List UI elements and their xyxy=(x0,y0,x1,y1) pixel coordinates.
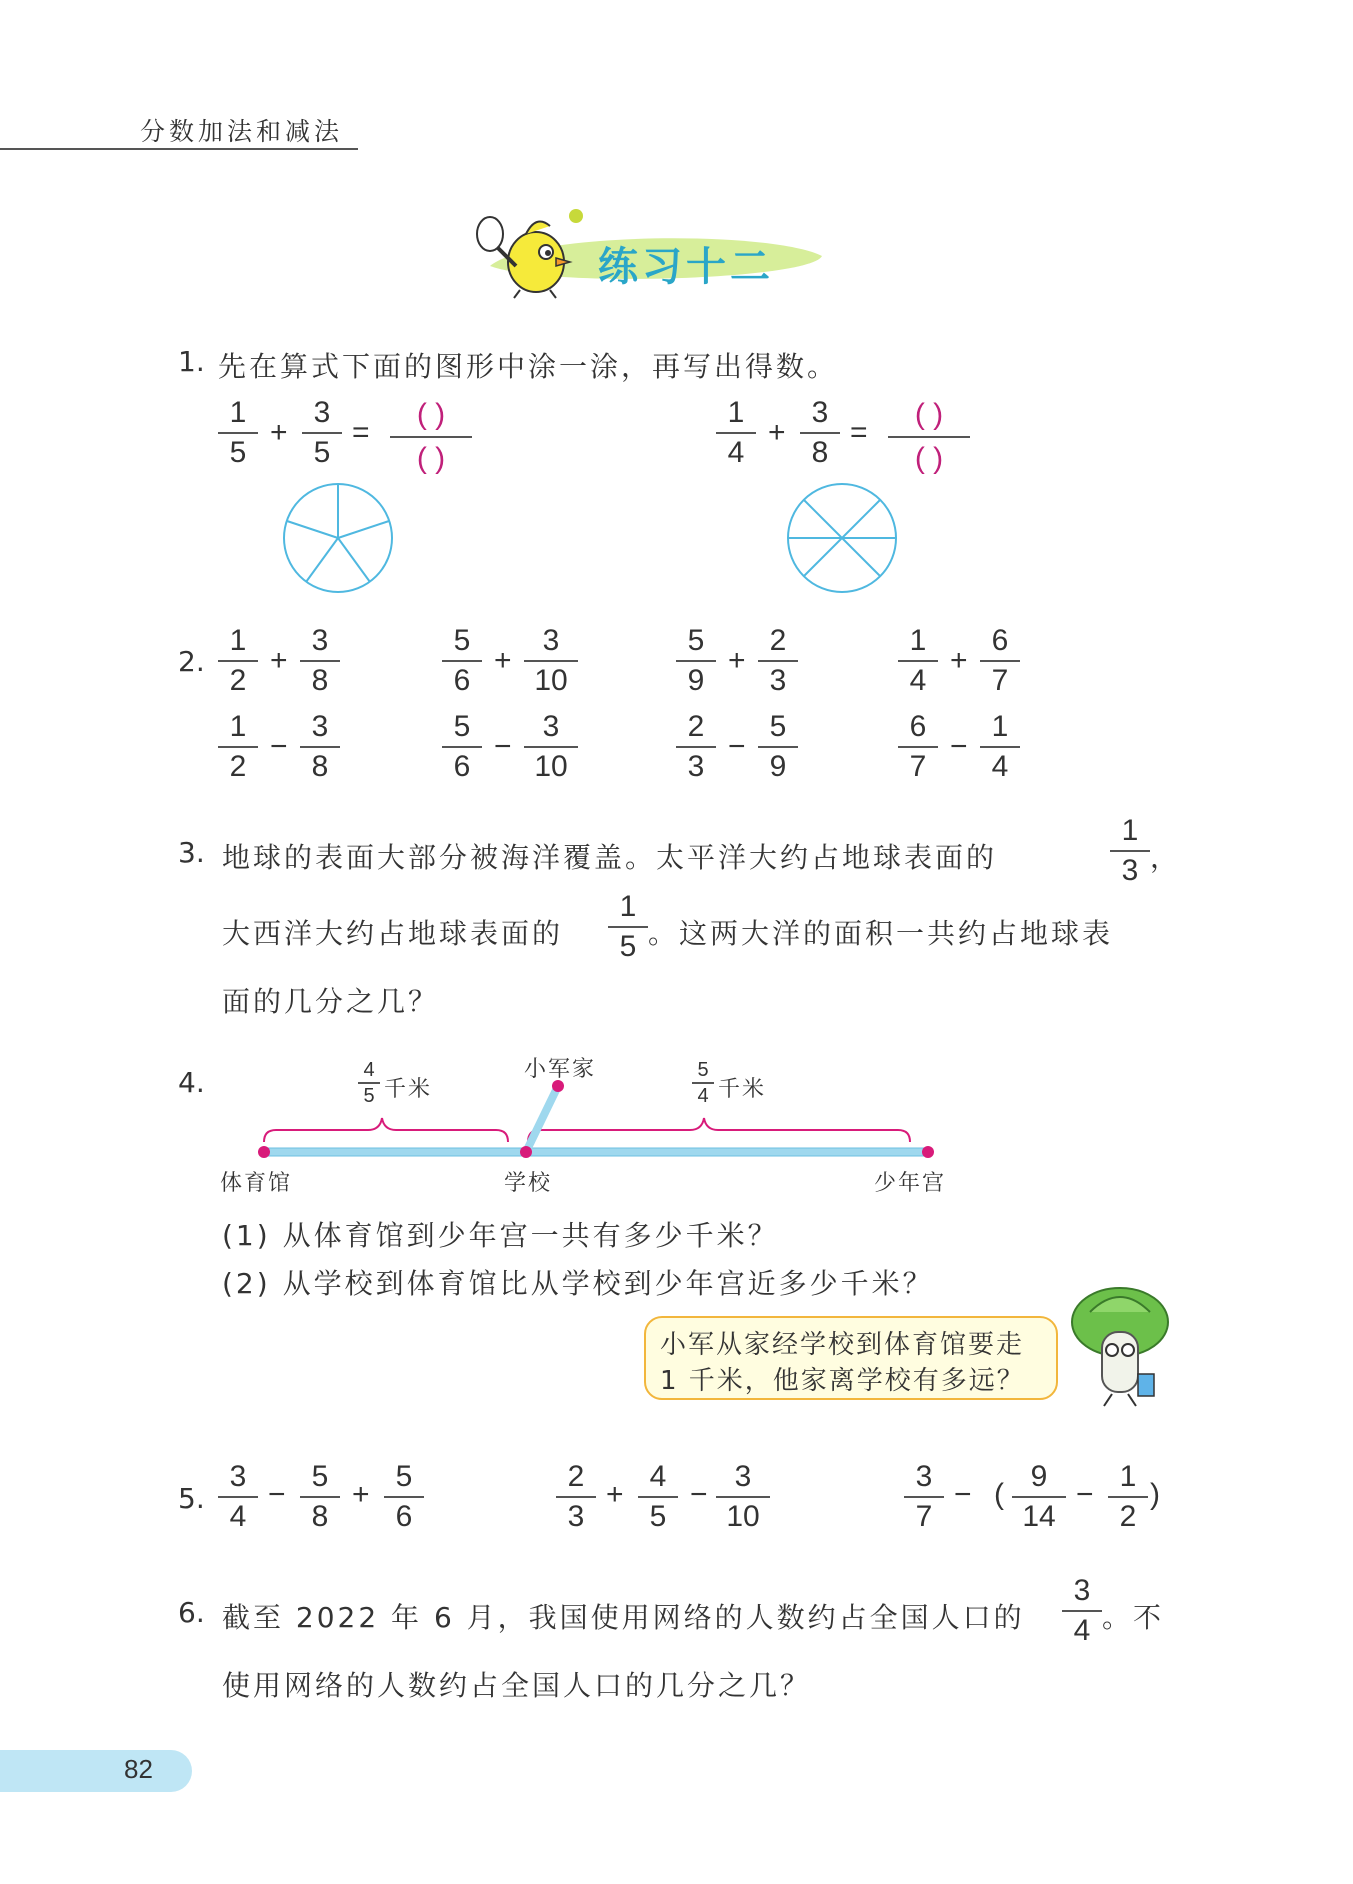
denominator: 10 xyxy=(726,1500,760,1533)
q2-operator: − xyxy=(270,730,288,763)
q6-fraction xyxy=(1062,1576,1102,1646)
denominator: 4 xyxy=(991,750,1009,783)
denominator: 5 xyxy=(619,930,637,963)
q4-left-unit: 千米 xyxy=(384,1077,433,1102)
q2-fraction-a xyxy=(442,626,482,696)
q1-right-fraction-b xyxy=(800,398,840,468)
q1-text: 先在算式下面的图形中涂一涂，再写出得数。 xyxy=(218,350,839,383)
q2-operator: + xyxy=(728,644,746,677)
q3-number: 3. xyxy=(178,836,205,869)
answer-numerator-blank[interactable]: ( ) xyxy=(416,398,446,431)
bubble-line-2: 1 千米，他家离学校有多远？ xyxy=(660,1366,1025,1396)
numerator: 1 xyxy=(1119,1460,1137,1493)
q3-line2-end: 。这两大洋的面积一共约占地球表 xyxy=(648,917,1114,950)
q2-number: 2. xyxy=(178,645,205,678)
q2-fraction-b xyxy=(758,626,798,696)
numerator: 3 xyxy=(311,624,329,657)
fraction-bar xyxy=(218,1496,258,1498)
q1-left-op: + xyxy=(270,416,288,449)
denominator: 8 xyxy=(311,1500,329,1533)
q5-e2-op1: + xyxy=(606,1478,624,1511)
fraction-bar xyxy=(1108,1496,1148,1498)
q6-line2: 使用网络的人数约占全国人口的几分之几？ xyxy=(222,1669,812,1702)
q2-fraction-a xyxy=(898,712,938,782)
q3-line3: 面的几分之几？ xyxy=(222,985,440,1018)
denominator: 4 xyxy=(697,1084,709,1107)
denominator: 5 xyxy=(649,1500,667,1533)
q2-fraction-b xyxy=(980,712,1020,782)
q5-e1-op2: + xyxy=(352,1478,370,1511)
q3-line1: 地球的表面大部分被海洋覆盖。太平洋大约占地球表面的 xyxy=(222,841,998,874)
fraction-bar xyxy=(1062,1610,1102,1612)
numerator: 3 xyxy=(734,1460,752,1493)
q3-line2: 大西洋大约占地球表面的 xyxy=(222,917,564,950)
numerator: 5 xyxy=(453,624,471,657)
q5-e1-op1: − xyxy=(268,1478,286,1511)
bubble-line-1: 小军从家经学校到体育馆要走 xyxy=(660,1330,1025,1360)
q4-left-distance xyxy=(358,1060,380,1106)
q2-fraction-a xyxy=(218,626,258,696)
q5-e2-op2: − xyxy=(690,1478,708,1511)
q2-fraction-b xyxy=(524,712,578,782)
fraction-bar xyxy=(358,1082,380,1084)
fraction-bar xyxy=(758,746,798,748)
numerator: 1 xyxy=(727,396,745,429)
numerator: 3 xyxy=(811,396,829,429)
q3-fraction-atlantic xyxy=(608,892,648,962)
numerator: 6 xyxy=(909,710,927,743)
denominator: 2 xyxy=(229,664,247,697)
fraction-bar xyxy=(638,1496,678,1498)
denominator: 4 xyxy=(909,664,927,697)
denominator: 4 xyxy=(727,436,745,469)
denominator: 7 xyxy=(991,664,1009,697)
denominator: 6 xyxy=(395,1500,413,1533)
header-rule xyxy=(0,148,358,150)
fraction-bar xyxy=(758,660,798,662)
answer-numerator-blank[interactable]: ( ) xyxy=(914,398,944,431)
fraction-bar xyxy=(384,1496,424,1498)
numerator: 5 xyxy=(453,710,471,743)
q1-right-answer-blank[interactable] xyxy=(888,398,970,476)
q5-e1-b xyxy=(300,1462,340,1532)
numerator: 5 xyxy=(687,624,705,657)
q4-sub2: (2) 从学校到体育馆比从学校到少年宫近多少千米？ xyxy=(222,1267,934,1300)
q1-number: 1. xyxy=(178,345,205,378)
numerator: 1 xyxy=(619,890,637,923)
numerator: 1 xyxy=(1121,814,1139,847)
numerator: 1 xyxy=(991,710,1009,743)
fraction-bar xyxy=(1110,850,1150,852)
numerator: 3 xyxy=(1073,1574,1091,1607)
gym-label: 体育馆 xyxy=(220,1171,293,1196)
numerator: 4 xyxy=(363,1059,375,1081)
q2-fraction-a xyxy=(442,712,482,782)
q2-operator: + xyxy=(950,644,968,677)
numerator: 9 xyxy=(1030,1460,1048,1493)
q3-fraction-pacific xyxy=(1110,816,1150,886)
q2-fraction-a xyxy=(676,712,716,782)
numerator: 4 xyxy=(649,1460,667,1493)
denominator: 8 xyxy=(311,750,329,783)
q5-e3-op2: − xyxy=(1076,1478,1094,1511)
palace-label: 少年宫 xyxy=(874,1171,947,1196)
q2-operator: − xyxy=(494,730,512,763)
q2-fraction-b xyxy=(758,712,798,782)
school-label: 学校 xyxy=(504,1171,553,1196)
q2-fraction-a xyxy=(898,626,938,696)
denominator: 10 xyxy=(534,664,568,697)
denominator: 7 xyxy=(909,750,927,783)
denominator: 5 xyxy=(229,436,247,469)
numerator: 1 xyxy=(229,396,247,429)
numerator: 2 xyxy=(769,624,787,657)
fraction-bar xyxy=(980,746,1020,748)
denominator: 7 xyxy=(915,1500,933,1533)
q1-left-fraction-b xyxy=(302,398,342,468)
fraction-bar xyxy=(898,660,938,662)
numerator: 1 xyxy=(229,710,247,743)
answer-denominator-blank[interactable]: ( ) xyxy=(914,442,944,475)
fraction-bar xyxy=(676,660,716,662)
fraction-bar xyxy=(300,1496,340,1498)
fraction-bar xyxy=(524,746,578,748)
q2-fraction-b xyxy=(300,626,340,696)
q4-number: 4. xyxy=(178,1066,205,1099)
answer-denominator-blank[interactable]: ( ) xyxy=(416,442,446,475)
fraction-bar xyxy=(904,1496,944,1498)
denominator: 4 xyxy=(1073,1614,1091,1647)
q5-e3-b xyxy=(1012,1462,1066,1532)
q4-right-distance xyxy=(692,1060,714,1106)
fraction-bar xyxy=(300,746,340,748)
denominator: 4 xyxy=(229,1500,247,1533)
numerator: 3 xyxy=(229,1460,247,1493)
denominator: 10 xyxy=(534,750,568,783)
q1-left-answer-blank[interactable] xyxy=(390,398,472,476)
denominator: 9 xyxy=(687,664,705,697)
denominator: 6 xyxy=(453,750,471,783)
q5-e3-c xyxy=(1108,1462,1148,1532)
denominator: 8 xyxy=(811,436,829,469)
q6-number: 6. xyxy=(178,1596,205,1629)
denominator: 9 xyxy=(769,750,787,783)
cabbage-mascot-icon xyxy=(1060,1282,1180,1412)
numerator: 3 xyxy=(915,1460,933,1493)
fraction-bar xyxy=(980,660,1020,662)
fraction-bar xyxy=(218,746,258,748)
numerator: 3 xyxy=(542,624,560,657)
numerator: 5 xyxy=(311,1460,329,1493)
q1-right-op: + xyxy=(768,416,786,449)
q4-sub1: (1) 从体育馆到少年宫一共有多少千米？ xyxy=(222,1219,779,1252)
numerator: 1 xyxy=(909,624,927,657)
q2-operator: + xyxy=(270,644,288,677)
q4-right-unit: 千米 xyxy=(718,1077,767,1102)
q1-left-fraction-a xyxy=(218,398,258,468)
q2-fraction-b xyxy=(980,626,1020,696)
section-header: 分数加法和减法 xyxy=(140,117,344,146)
numerator: 1 xyxy=(229,624,247,657)
q2-operator: − xyxy=(728,730,746,763)
denominator: 3 xyxy=(1121,854,1139,887)
numerator: 2 xyxy=(687,710,705,743)
q3-line1-end: ， xyxy=(1150,841,1182,874)
denominator: 3 xyxy=(567,1500,585,1533)
fraction-bar xyxy=(390,436,472,438)
fraction-bar xyxy=(898,746,938,748)
fraction-bar xyxy=(218,432,258,434)
route-diagram xyxy=(250,1060,950,1180)
q5-e2-b xyxy=(638,1462,678,1532)
q5-e1-a xyxy=(218,1462,258,1532)
q6-line1: 截至 2022 年 6 月，我国使用网络的人数约占全国人口的 xyxy=(222,1601,1025,1634)
circle-eighths[interactable] xyxy=(784,480,900,596)
numerator: 3 xyxy=(313,396,331,429)
denominator: 14 xyxy=(1022,1500,1056,1533)
fraction-bar xyxy=(716,432,756,434)
numerator: 5 xyxy=(769,710,787,743)
denominator: 5 xyxy=(363,1084,375,1107)
q5-e2-c xyxy=(716,1462,770,1532)
home-label: 小军家 xyxy=(524,1057,597,1082)
q1-left-eq: = xyxy=(352,416,370,449)
fraction-bar xyxy=(676,746,716,748)
fraction-bar xyxy=(442,660,482,662)
q2-fraction-a xyxy=(218,712,258,782)
q5-e2-a xyxy=(556,1462,596,1532)
q1-right-fraction-a xyxy=(716,398,756,468)
fraction-bar xyxy=(442,746,482,748)
denominator: 3 xyxy=(769,664,787,697)
fraction-bar xyxy=(800,432,840,434)
q5-e3-lparen: ( xyxy=(994,1478,1004,1511)
q5-e3-rparen: ) xyxy=(1150,1478,1160,1511)
fraction-bar xyxy=(608,926,648,928)
denominator: 6 xyxy=(453,664,471,697)
q5-number: 5. xyxy=(178,1482,205,1515)
q1-right-eq: = xyxy=(850,416,868,449)
numerator: 3 xyxy=(542,710,560,743)
fraction-bar xyxy=(300,660,340,662)
numerator: 5 xyxy=(395,1460,413,1493)
fraction-bar xyxy=(716,1496,770,1498)
fraction-bar xyxy=(556,1496,596,1498)
chick-mascot-icon xyxy=(470,200,590,300)
q5-e3-a xyxy=(904,1462,944,1532)
exercise-title: 练习十二 xyxy=(598,244,774,290)
denominator: 5 xyxy=(313,436,331,469)
q2-fraction-a xyxy=(676,626,716,696)
fraction-bar xyxy=(888,436,970,438)
numerator: 2 xyxy=(567,1460,585,1493)
q6-line1-end: 。不 xyxy=(1102,1601,1165,1634)
denominator: 2 xyxy=(229,750,247,783)
q2-fraction-b xyxy=(300,712,340,782)
q2-operator: + xyxy=(494,644,512,677)
circle-fifths[interactable] xyxy=(280,480,396,596)
denominator: 2 xyxy=(1119,1500,1137,1533)
fraction-bar xyxy=(692,1082,714,1084)
fraction-bar xyxy=(524,660,578,662)
denominator: 8 xyxy=(311,664,329,697)
page-number-tab xyxy=(0,1750,192,1792)
fraction-bar xyxy=(1012,1496,1066,1498)
numerator: 3 xyxy=(311,710,329,743)
denominator: 3 xyxy=(687,750,705,783)
q5-e3-op1: − xyxy=(954,1478,972,1511)
page-number: 82 xyxy=(124,1754,153,1784)
numerator: 6 xyxy=(991,624,1009,657)
fraction-bar xyxy=(218,660,258,662)
q5-e1-c xyxy=(384,1462,424,1532)
q2-operator: − xyxy=(950,730,968,763)
fraction-bar xyxy=(302,432,342,434)
q2-fraction-b xyxy=(524,626,578,696)
numerator: 5 xyxy=(697,1059,709,1081)
